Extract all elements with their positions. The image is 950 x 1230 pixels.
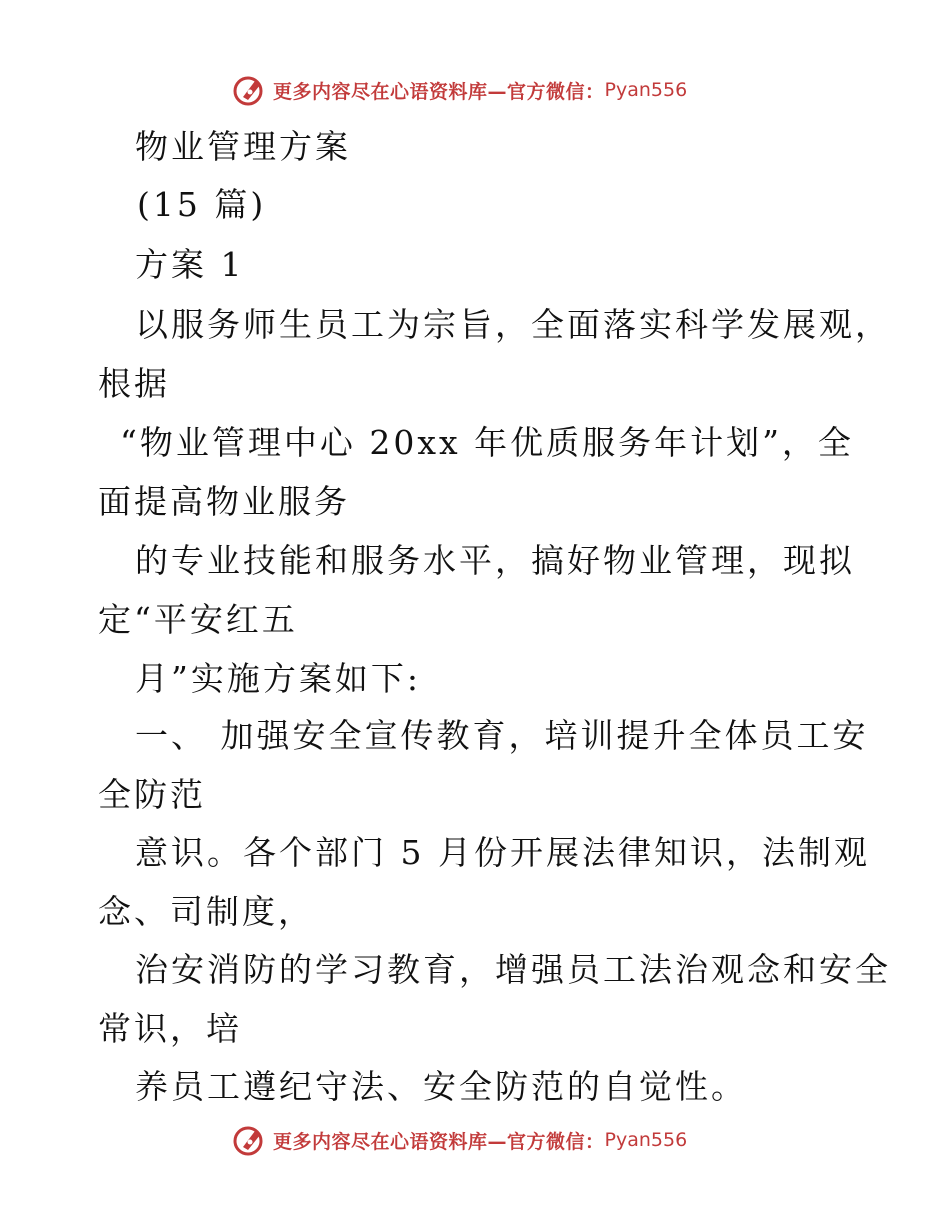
paragraph-line: 的专业技能和服务水平，搞好物业管理，现拟 (135, 541, 855, 580)
paragraph-line: “物业管理中心 20xx 年优质服务年计划”，全 (120, 423, 854, 462)
paragraph-line: 月”实施方案如下: (135, 659, 421, 698)
list-item-heading: 一、 加强安全宣传教育，培训提升全体员工安 (135, 716, 869, 755)
paragraph-line: 念、司制度， (98, 892, 314, 931)
paragraph-line: 常识，培 (98, 1009, 242, 1048)
header-banner (233, 72, 687, 108)
paragraph-line: 根据 (98, 364, 170, 403)
header-banner-contact: Pyan556 (604, 79, 688, 101)
footer-banner (233, 1122, 687, 1158)
paragraph-line: 全防范 (98, 775, 206, 814)
paragraph-line: 养员工遵纪守法、安全防范的自觉性。 (135, 1067, 747, 1106)
paragraph-line: 定“平安红五 (98, 600, 298, 639)
pen-nib-logo-icon (233, 1123, 267, 1157)
pen-nib-logo-icon (233, 73, 267, 107)
header-banner-text: 更多内容尽在心语资料库—官方微信： (273, 80, 605, 103)
paragraph-line: 治安消防的学习教育，增强员工法治观念和安全 (135, 950, 891, 989)
paragraph-line: 以服务师生员工为宗旨，全面落实科学发展观， (135, 305, 891, 344)
paragraph-line: 面提高物业服务 (98, 482, 350, 521)
doc-title: 物业管理方案 (135, 127, 351, 166)
paragraph-line: 意识。各个部门 5 月份开展法律知识，法制观 (135, 833, 870, 872)
doc-subtitle: (15 篇) (137, 185, 267, 224)
section-heading: 方案 1 (135, 245, 245, 284)
footer-banner-contact: Pyan556 (604, 1129, 688, 1151)
footer-banner-text: 更多内容尽在心语资料库—官方微信： (273, 1130, 605, 1153)
